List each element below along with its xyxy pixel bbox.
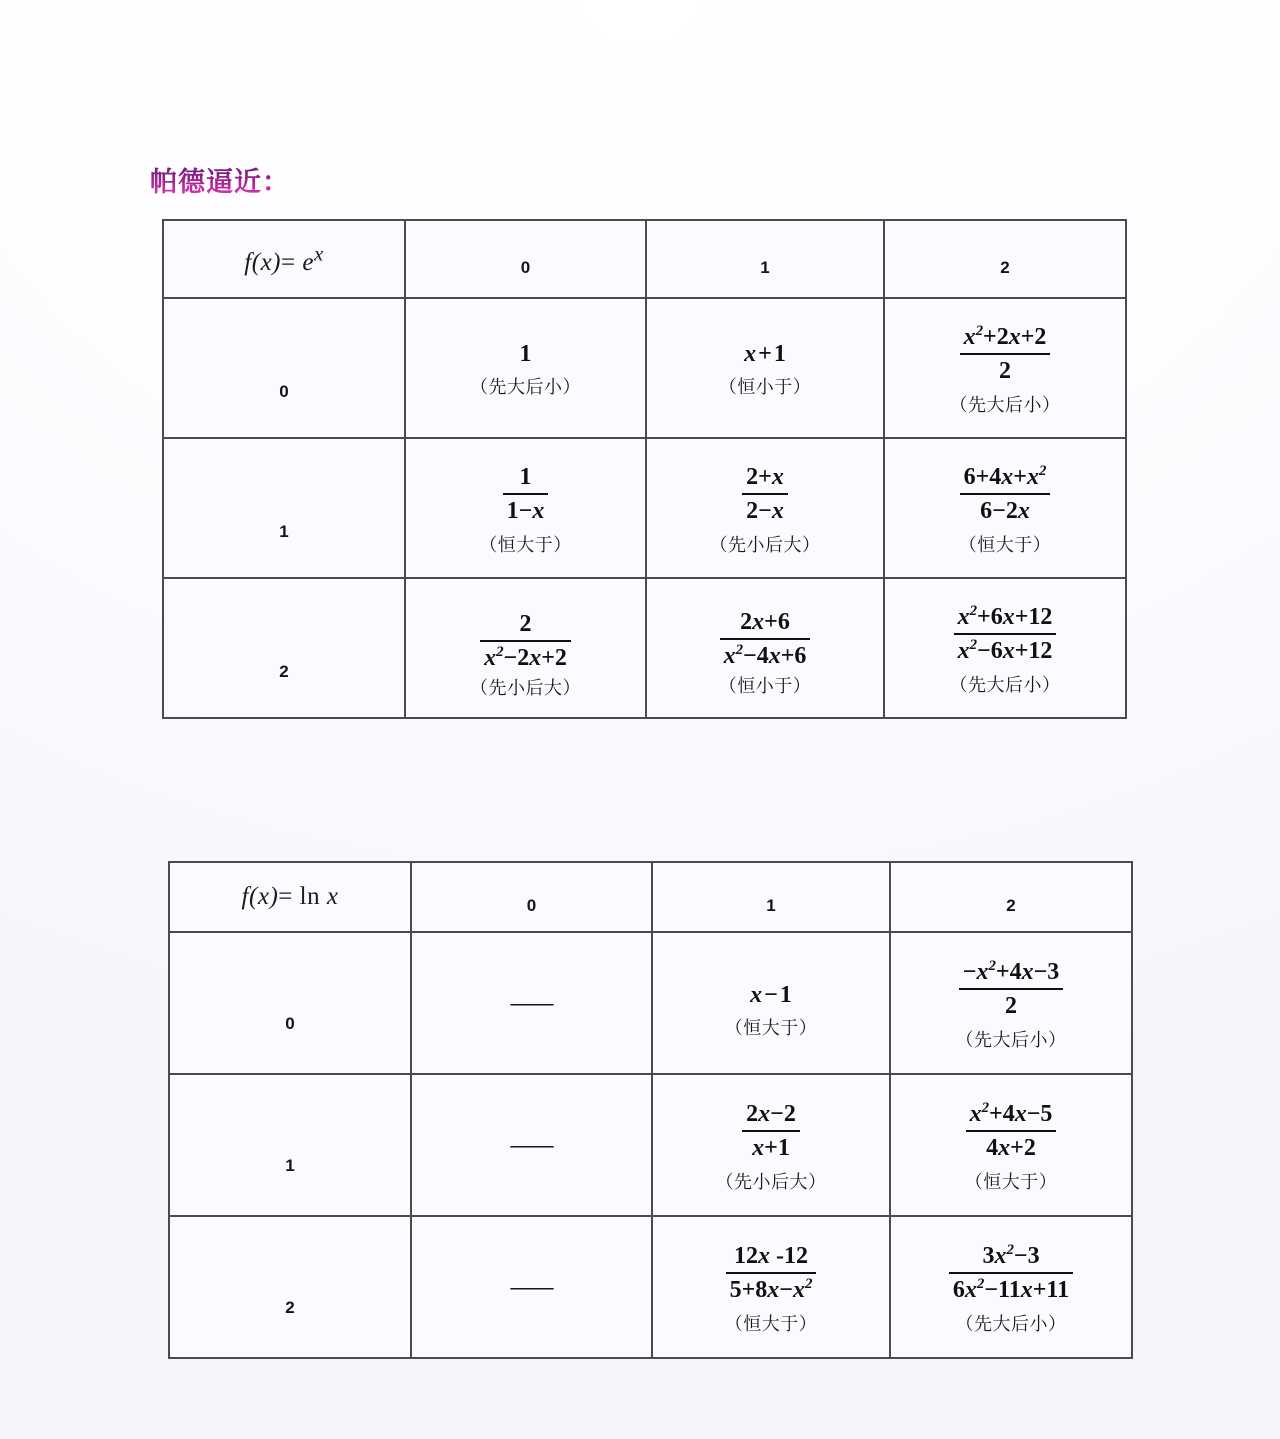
cell-note: （先大后小） [949, 675, 1061, 696]
expression-fraction: $\frac{x^2+2x+2}{2}$ [960, 323, 1051, 386]
cell-1-2 [890, 1074, 1132, 1216]
cell-note: （恒大于） [479, 535, 572, 556]
column-header-0: 0 [411, 862, 652, 932]
cell-0-1 [646, 298, 884, 438]
expression-fraction: $\frac{1}{1-x}$ [503, 463, 549, 526]
expression-fraction: $\frac{-x^2+4x-3}{2}$ [959, 958, 1064, 1021]
expression-fraction: $\frac{3x^2-3}{6x^2-11x+11}$ [949, 1242, 1073, 1305]
column-header-2: 2 [890, 862, 1132, 932]
cell-note: （先小后大） [709, 535, 821, 556]
cell-1-0 [405, 438, 646, 578]
empty-dash: —— [510, 990, 553, 1015]
table-row [169, 932, 1132, 1074]
empty-dash: —— [510, 1274, 553, 1299]
cell-2-2 [884, 578, 1126, 718]
cell-0-2 [890, 932, 1132, 1074]
pade-table-ln [168, 861, 1133, 1359]
column-header-1: 1 [646, 220, 884, 298]
cell-note: （恒大于） [964, 1172, 1058, 1193]
expression-fraction: $\frac{2x+6}{x^2-4x+6}$ [720, 608, 811, 671]
cell-1-0 [411, 1074, 652, 1216]
row-header-2: 2 [169, 1216, 411, 1358]
expression: 1 [519, 340, 532, 367]
cell-note: （先大后小） [955, 1030, 1067, 1051]
table-row [169, 1074, 1132, 1216]
cell-note: （先小后大） [470, 678, 581, 699]
row-header-1: 1 [169, 1074, 411, 1216]
table-header-row [163, 220, 1126, 298]
row-header-0: 0 [163, 298, 405, 438]
expression-fraction: $\frac{x^2+4x-5}{4x+2}$ [966, 1100, 1057, 1163]
cell-note: （恒小于） [718, 676, 812, 697]
expression-fraction: $\frac{x^2+6x+12}{x^2-6x+12}$ [954, 603, 1057, 666]
table-row [163, 438, 1126, 578]
cell-2-2 [890, 1216, 1132, 1358]
cell-2-1 [652, 1216, 890, 1358]
expression: x+1 [744, 340, 786, 367]
cell-0-0 [405, 298, 646, 438]
cell-2-0 [405, 578, 646, 718]
row-header-2: 2 [163, 578, 405, 718]
expression-fraction: $\frac{2}{x^2-2x+2}$ [480, 610, 571, 673]
cell-1-1 [646, 438, 884, 578]
cell-note: （恒大于） [958, 535, 1052, 556]
table-header-row [169, 862, 1132, 932]
cell-1-2 [884, 438, 1126, 578]
expression: x−1 [750, 981, 792, 1008]
function-label: f(x)= ln x [241, 883, 339, 910]
column-header-1: 1 [652, 862, 890, 932]
column-header-2: 2 [884, 220, 1126, 298]
table-row [169, 1216, 1132, 1358]
function-label: $f(x)= e^x$ [244, 241, 324, 276]
cell-2-0 [411, 1216, 652, 1358]
cell-note: （恒大于） [724, 1314, 818, 1335]
cell-note: （先大后小） [470, 377, 581, 398]
cell-note: （先大后小） [949, 395, 1061, 416]
cell-note: （恒大于） [724, 1018, 818, 1039]
cell-note: （恒小于） [718, 377, 812, 398]
expression-fraction: $\frac{12x -12}{5+8x-x^2}$ [726, 1242, 817, 1305]
expression-fraction: $\frac{2+x}{2-x}$ [742, 463, 788, 526]
column-header-0: 0 [405, 220, 646, 298]
cell-note: （先大后小） [955, 1314, 1067, 1335]
page-title: 帕德逼近： [150, 160, 290, 199]
cell-1-1 [652, 1074, 890, 1216]
row-header-1: 1 [163, 438, 405, 578]
cell-0-2 [884, 298, 1126, 438]
expression-fraction: $\frac{6+4x+x^2}{6-2x}$ [960, 463, 1051, 526]
row-header-0: 0 [169, 932, 411, 1074]
function-header-cell [169, 862, 411, 932]
expression-fraction: $\frac{2x-2}{x+1}$ [742, 1100, 800, 1163]
cell-note: （先小后大） [715, 1172, 827, 1193]
pade-table-exp [162, 219, 1127, 719]
empty-dash: —— [510, 1132, 553, 1157]
table-row [163, 298, 1126, 438]
cell-0-0 [411, 932, 652, 1074]
function-header-cell [163, 220, 405, 298]
table-row [163, 578, 1126, 718]
cell-0-1 [652, 932, 890, 1074]
cell-2-1 [646, 578, 884, 718]
